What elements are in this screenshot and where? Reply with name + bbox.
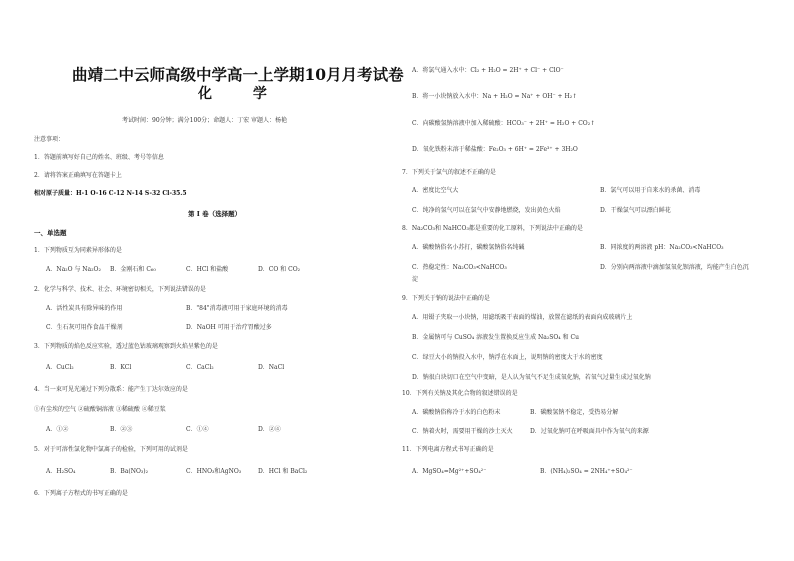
q11-option-a[interactable]: A．MgSO₄=Mg²⁺+SO₄²⁻: [412, 468, 487, 475]
q1-stem: 1．下列物质互为同素异形体的是: [34, 247, 122, 254]
q1-option-b[interactable]: B．金刚石和 C₆₀: [110, 266, 156, 273]
q8-option-d[interactable]: D．分别向两溶液中滴加氢氧化钡溶液，均能产生白色沉: [600, 264, 749, 271]
q11-stem: 11．下列电离方程式书写正确的是: [402, 446, 494, 453]
q10-option-c[interactable]: C．钠着火时，需要用干燥的沙土灭火: [412, 428, 513, 435]
q7-option-a[interactable]: A．密度比空气大: [412, 187, 459, 194]
q6-stem: 6．下列离子方程式的书写正确的是: [34, 490, 128, 497]
q9-option-a[interactable]: A．用镊子夹取一小块钠，用滤纸吸干表面的煤油，放置在滤纸的表面向成玻璃片上: [412, 314, 633, 321]
q3-stem: 3．下列物质的焰色反应实验，透过蓝色钴玻璃观察到火焰呈紫色的是: [34, 343, 218, 350]
q10-option-d[interactable]: D．过氧化钠可在呼吸面具中作为氧气的来源: [530, 428, 649, 435]
part-heading: 一、单选题: [34, 229, 67, 237]
q3-option-c[interactable]: C．CaCl₂: [186, 364, 214, 371]
notice-item-1: 1．答题前填写好自己的姓名、班级、考号等信息: [34, 154, 164, 161]
exam-info: 考试时间：90分钟；满分100分；命题人：丁宏 审题人：杨艳: [122, 117, 287, 124]
section-heading: 第 I 卷（选择题）: [188, 210, 242, 218]
q10-stem: 10．下列有关钠及其化合物的叙述错误的是: [402, 390, 518, 397]
q10-option-b[interactable]: B．碳酸氢钠不稳定，受热易分解: [530, 409, 619, 416]
q9-option-b[interactable]: B．金属钠可与 CuSO₄ 溶液发生置换反应生成 Na₂SO₄ 和 Cu: [412, 334, 579, 341]
q8-option-d-cont: 淀: [412, 276, 419, 283]
q2-option-b[interactable]: B．"84"消毒液可用于家庭环境的消毒: [186, 305, 288, 312]
q4-option-d[interactable]: D．②④: [258, 426, 281, 433]
q5-option-c[interactable]: C．HNO₃和AgNO₃: [186, 468, 242, 475]
exam-title: 曲靖二中云师高级中学高一上学期10月月考试卷: [72, 65, 404, 84]
q3-option-d[interactable]: D．NaCl: [258, 364, 285, 371]
q2-option-c[interactable]: C．生石灰可用作食品干燥剂: [46, 324, 123, 331]
q5-option-b[interactable]: B．Ba(NO₃)₂: [110, 468, 149, 475]
q3-option-b[interactable]: B．KCl: [110, 364, 132, 371]
q6-option-d[interactable]: D．氧化铁粉末溶于稀盐酸：Fe₂O₃ + 6H⁺ = 2Fe³⁺ + 3H₂O: [412, 146, 578, 153]
q8-option-a[interactable]: A．碳酸钠俗名小苏打，碳酸氢钠俗名纯碱: [412, 244, 525, 251]
q6-option-a[interactable]: A．将氯气通入水中：Cl₂ + H₂O = 2H⁺ + Cl⁻ + ClO⁻: [412, 67, 564, 74]
q9-option-d[interactable]: D．钠很白块切口在空气中变暗，是人认为氧气不足生成氧化钠，若氧气过量生成过氧化钠: [412, 374, 651, 381]
q10-option-a[interactable]: A．碳酸钠俗称冷于水的白色粉末: [412, 409, 501, 416]
q7-option-b[interactable]: B．氯气可以用于自来水的杀菌、消毒: [600, 187, 701, 194]
q5-option-d[interactable]: D．HCl 和 BaCl₂: [258, 468, 308, 475]
q6-option-b[interactable]: B．将一小块钠放入水中：Na + H₂O = Na⁺ + OH⁻ + H₂↑: [412, 93, 578, 100]
q2-option-d[interactable]: D．NaOH 可用于治疗胃酸过多: [186, 324, 272, 331]
q11-option-b[interactable]: B．(NH₄)₂SO₄ = 2NH₄⁺+SO₄²⁻: [540, 468, 633, 475]
exam-subject: 化 学: [198, 86, 285, 102]
q7-option-d[interactable]: D．干燥氯气可以漂白鲜花: [600, 207, 671, 214]
notice-heading: 注意事项：: [34, 136, 65, 143]
q4-option-b[interactable]: B．②③: [110, 426, 133, 433]
q4-stem: 4．当一束可见光通过下列分散系：能产生丁达尔效应的是: [34, 386, 188, 393]
notice-item-2: 2．请将答案正确填写在答题卡上: [34, 172, 122, 179]
q8-stem: 8．Na₂CO₃和 NaHCO₃都是重要的化工原料，下列说法中正确的是: [402, 225, 583, 232]
q7-option-c[interactable]: C．纯净的氢气可以在氯气中安静地燃烧，发出黄色火焰: [412, 207, 561, 214]
q1-option-c[interactable]: C．HCl 和盐酸: [186, 266, 229, 273]
q3-option-a[interactable]: A．CuCl₂: [46, 364, 74, 371]
atomic-masses: 相对原子质量：H-1 O-16 C-12 N-14 S-32 Cl-35.5: [34, 190, 187, 197]
q8-option-b[interactable]: B．同浓度的两溶液 pH：Na₂CO₃<NaHCO₃: [600, 244, 724, 251]
q4-option-a[interactable]: A．①②: [46, 426, 69, 433]
q7-stem: 7．下列关于氯气的叙述不正确的是: [402, 169, 496, 176]
q9-stem: 9．下列关于钠的说法中正确的是: [402, 295, 490, 302]
q5-stem: 5．对于可溶性氯化物中氯离子的检验，下列可用的试剂是: [34, 446, 188, 453]
q6-option-c[interactable]: C．向碳酸氢钠溶液中加入稀硫酸：HCO₃⁻ + 2H⁺ = H₂O + CO₂↑: [412, 120, 596, 127]
q2-stem: 2．化学与科学、技术、社会、环境密切相关，下列说法错误的是: [34, 286, 206, 293]
q1-option-a[interactable]: A．Na₂O 与 Na₂O₂: [46, 266, 101, 273]
q4-items: ①有尘埃的空气 ②硫酸铜溶液 ③稀硫酸 ④稀豆浆: [34, 406, 166, 413]
q8-option-c[interactable]: C．热稳定性：Na₂CO₃<NaHCO₃: [412, 264, 507, 271]
q5-option-a[interactable]: A．H₂SO₄: [46, 468, 76, 475]
q2-option-a[interactable]: A．活性炭具有除异味的作用: [46, 305, 123, 312]
q1-option-d[interactable]: D．CO 和 CO₂: [258, 266, 301, 273]
q9-option-c[interactable]: C．绿豆大小的钠投入水中，钠浮在水面上，说明钠的密度大于水的密度: [412, 354, 603, 361]
q4-option-c[interactable]: C．①④: [186, 426, 209, 433]
